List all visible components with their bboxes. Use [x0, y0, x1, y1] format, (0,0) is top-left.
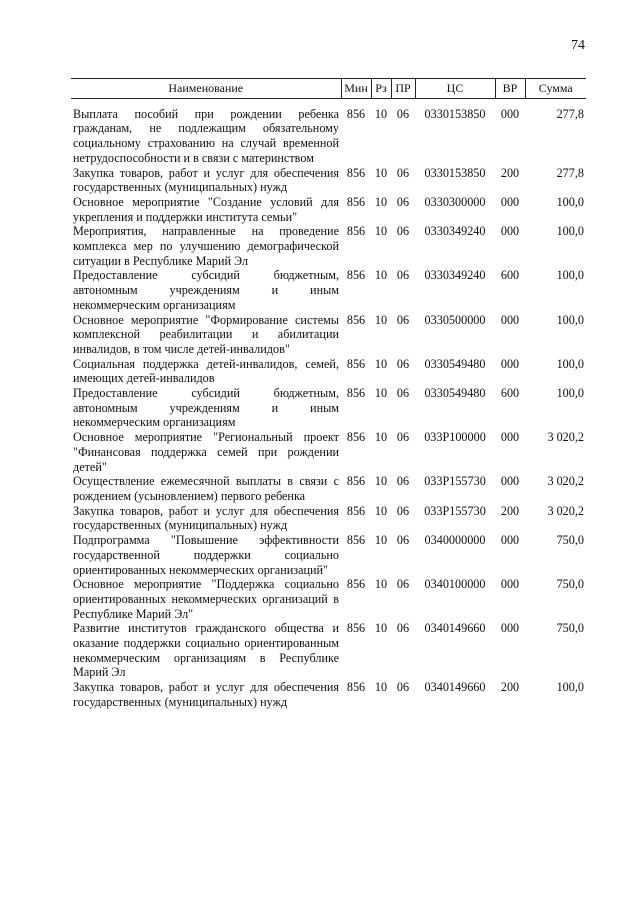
- cell-cs: 0330549480: [424, 356, 486, 371]
- table-row: [71, 195, 586, 224]
- cell-min: 856: [346, 356, 366, 371]
- cell-name: Закупка товаров, работ и услуг для обеспечения государственных (муниципальных) нужд: [73, 165, 339, 195]
- cell-rz: 10: [374, 386, 388, 401]
- cell-min: 856: [346, 430, 366, 445]
- cell-name: Основное мероприятие "Поддержка социально ориентированных некоммерческих организаций в Республике Марий Эл": [73, 577, 339, 621]
- cell-cs: 0340149660: [424, 621, 486, 636]
- cell-cs: 033P155730: [424, 503, 486, 518]
- cell-pr: 06: [396, 577, 410, 592]
- table-row: [71, 577, 586, 621]
- cell-sum: 100,0: [556, 386, 584, 401]
- cell-rz: 10: [374, 356, 388, 371]
- cell-min: 856: [346, 680, 366, 695]
- cell-min: 856: [346, 386, 366, 401]
- table-row: [71, 386, 586, 430]
- cell-vr: 000: [500, 312, 520, 327]
- cell-vr: 000: [500, 621, 520, 636]
- cell-sum: 750,0: [556, 621, 584, 636]
- cell-rz: 10: [374, 224, 388, 239]
- cell-sum: 100,0: [556, 224, 584, 239]
- cell-name: Подпрограмма "Повышение эффективности государственной поддержки социально ориентированных некоммерческих организаций": [73, 533, 339, 577]
- cell-vr: 000: [500, 106, 520, 121]
- cell-name: Предоставление субсидий бюджетным, автономным учреждениям и иным некоммерческим организациям: [73, 386, 339, 430]
- cell-name: Закупка товаров, работ и услуг для обеспечения государственных (муниципальных) нужд: [73, 680, 339, 709]
- cell-cs: 0340149660: [424, 680, 486, 695]
- cell-min: 856: [346, 312, 366, 327]
- column-header-cs: ЦС: [415, 79, 495, 99]
- cell-name: Основное мероприятие "Формирование системы комплексной реабилитации и абилитации инвалидов, в том числе детей-инвалидов": [73, 312, 339, 356]
- column-header-name: Наименование: [71, 79, 341, 99]
- cell-cs: 0330549480: [424, 386, 486, 401]
- cell-min: 856: [346, 106, 366, 121]
- cell-rz: 10: [374, 194, 388, 209]
- cell-cs: 0330300000: [424, 194, 486, 209]
- cell-min: 856: [346, 503, 366, 518]
- cell-cs: 0340000000: [424, 533, 486, 548]
- cell-rz: 10: [374, 268, 388, 283]
- cell-cs: 0330500000: [424, 312, 486, 327]
- cell-name: Социальная поддержка детей-инвалидов, семей, имеющих детей-инвалидов: [73, 356, 339, 386]
- cell-sum: 100,0: [556, 356, 584, 371]
- cell-sum: 277,8: [556, 165, 584, 180]
- budget-table: [71, 78, 586, 710]
- table-header-row: [71, 79, 586, 99]
- cell-cs: 033P100000: [424, 430, 486, 445]
- cell-min: 856: [346, 474, 366, 489]
- cell-pr: 06: [396, 106, 410, 121]
- table-row: [71, 166, 586, 195]
- table-row: [71, 268, 586, 312]
- cell-rz: 10: [374, 577, 388, 592]
- column-header-vr: ВР: [495, 79, 525, 99]
- cell-vr: 000: [500, 356, 520, 371]
- cell-vr: 000: [500, 474, 520, 489]
- cell-vr: 000: [500, 577, 520, 592]
- cell-min: 856: [346, 194, 366, 209]
- cell-name: Основное мероприятие "Создание условий для укрепления и поддержки института семьи": [73, 194, 339, 224]
- cell-vr: 200: [500, 165, 520, 180]
- cell-pr: 06: [396, 621, 410, 636]
- column-header-pr: ПР: [391, 79, 415, 99]
- cell-name: Развитие институтов гражданского общества и оказание поддержки социально ориентированным некоммерческим организациям в Республике Марий Эл: [73, 621, 339, 680]
- table-row: [71, 107, 586, 166]
- cell-pr: 06: [396, 165, 410, 180]
- cell-pr: 06: [396, 268, 410, 283]
- cell-pr: 06: [396, 474, 410, 489]
- table-row: [71, 621, 586, 680]
- cell-sum: 750,0: [556, 577, 584, 592]
- cell-rz: 10: [374, 474, 388, 489]
- cell-min: 856: [346, 621, 366, 636]
- table-body: [71, 107, 586, 710]
- cell-pr: 06: [396, 356, 410, 371]
- cell-cs: 0330153850: [424, 106, 486, 121]
- cell-vr: 600: [500, 386, 520, 401]
- table-row: [71, 504, 586, 533]
- cell-pr: 06: [396, 430, 410, 445]
- cell-vr: 000: [500, 533, 520, 548]
- cell-pr: 06: [396, 680, 410, 695]
- cell-cs: 0330349240: [424, 224, 486, 239]
- table-row: [71, 430, 586, 474]
- cell-pr: 06: [396, 312, 410, 327]
- page-number: 74: [571, 38, 585, 53]
- cell-sum: 100,0: [556, 680, 584, 695]
- cell-rz: 10: [374, 680, 388, 695]
- cell-rz: 10: [374, 503, 388, 518]
- cell-cs: 0340100000: [424, 577, 486, 592]
- cell-pr: 06: [396, 224, 410, 239]
- cell-cs: 033P155730: [424, 474, 486, 489]
- cell-sum: 277,8: [556, 106, 584, 121]
- cell-vr: 600: [500, 268, 520, 283]
- cell-rz: 10: [374, 106, 388, 121]
- cell-vr: 000: [500, 224, 520, 239]
- cell-pr: 06: [396, 386, 410, 401]
- cell-name: Мероприятия, направленные на проведение комплекса мер по улучшению демографической ситуации в Республике Марий Эл: [73, 224, 339, 268]
- table-row: [71, 680, 586, 709]
- cell-cs: 0330349240: [424, 268, 486, 283]
- cell-rz: 10: [374, 165, 388, 180]
- cell-pr: 06: [396, 533, 410, 548]
- table-row: [71, 474, 586, 503]
- column-header-rz: Рз: [371, 79, 391, 99]
- table-row: [71, 533, 586, 577]
- cell-pr: 06: [396, 503, 410, 518]
- cell-sum: 100,0: [556, 312, 584, 327]
- cell-rz: 10: [374, 312, 388, 327]
- cell-sum: 100,0: [556, 268, 584, 283]
- cell-name: Закупка товаров, работ и услуг для обеспечения государственных (муниципальных) нужд: [73, 503, 339, 533]
- table-row: [71, 224, 586, 268]
- cell-name: Основное мероприятие "Региональный проект "Финансовая поддержка семей при рождении детей": [73, 430, 339, 474]
- cell-vr: 000: [500, 194, 520, 209]
- cell-min: 856: [346, 577, 366, 592]
- cell-sum: 100,0: [556, 194, 584, 209]
- cell-min: 856: [346, 165, 366, 180]
- cell-name: Выплата пособий при рождении ребенка гражданам, не подлежащим обязательному социальному страхованию на случай временной нетрудоспособности и в связи с материнством: [73, 106, 339, 165]
- cell-name: Осуществление ежемесячной выплаты в связи с рождением (усыновлением) первого ребенка: [73, 474, 339, 503]
- cell-name: Предоставление субсидий бюджетным, автономным учреждениям и иным некоммерческим организациям: [73, 268, 339, 312]
- cell-sum: 750,0: [556, 533, 584, 548]
- column-header-min: Мин: [341, 79, 371, 99]
- column-header-sum: Сумма: [525, 79, 586, 99]
- cell-min: 856: [346, 224, 366, 239]
- table-row: [71, 357, 586, 386]
- cell-sum: 3 020,2: [547, 474, 584, 489]
- cell-vr: 000: [500, 430, 520, 445]
- cell-pr: 06: [396, 194, 410, 209]
- cell-sum: 3 020,2: [547, 430, 584, 445]
- cell-rz: 10: [374, 430, 388, 445]
- table-row: [71, 313, 586, 357]
- cell-vr: 200: [500, 503, 520, 518]
- cell-rz: 10: [374, 533, 388, 548]
- cell-sum: 3 020,2: [547, 503, 584, 518]
- cell-min: 856: [346, 268, 366, 283]
- cell-vr: 200: [500, 680, 520, 695]
- cell-min: 856: [346, 533, 366, 548]
- cell-rz: 10: [374, 621, 388, 636]
- cell-cs: 0330153850: [424, 165, 486, 180]
